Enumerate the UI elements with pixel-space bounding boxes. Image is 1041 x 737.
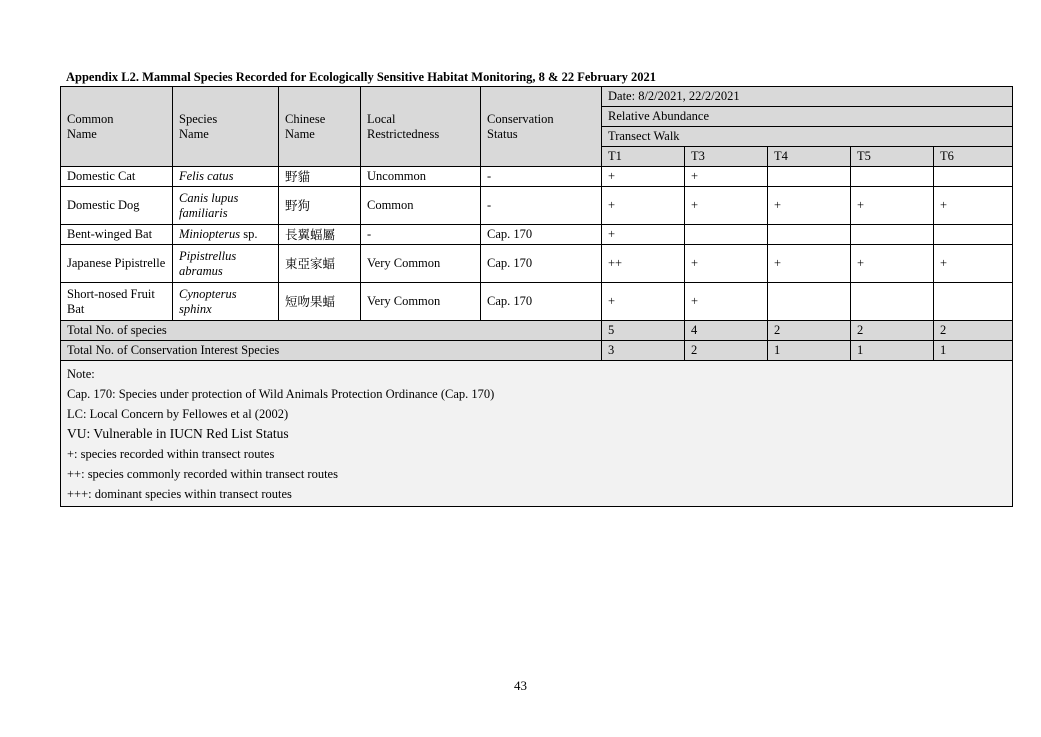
- header-transect-t1: T1: [602, 147, 685, 167]
- table-row: [61, 225, 1013, 245]
- header-chinese-name: Chinese Name: [279, 87, 361, 167]
- header-transect-t3: T3: [685, 147, 768, 167]
- total-species-t5: 2: [851, 321, 934, 341]
- species-name: Miniopterus: [179, 227, 241, 241]
- header-species-name: Species Name: [173, 87, 279, 167]
- species-name-cell: [173, 245, 279, 283]
- page-number: 43: [514, 678, 527, 693]
- t4-cell: [768, 225, 851, 245]
- header-transect-t4: T4: [768, 147, 851, 167]
- t6-cell: [934, 225, 1013, 245]
- t3-cell: [685, 225, 768, 245]
- header-common-name: Common Name: [61, 87, 173, 167]
- species-name-cell: [173, 167, 279, 187]
- notes-row: [61, 361, 1013, 507]
- table-row: [61, 187, 1013, 225]
- note-line: Cap. 170: Species under protection of Wild Animals Protection Ordinance (Cap. 170): [67, 387, 495, 401]
- table-row: [61, 283, 1013, 321]
- common-name-cell: Short-nosed Fruit Bat: [61, 283, 173, 321]
- total-species-t4: 2: [768, 321, 851, 341]
- note-line: VU: Vulnerable in IUCN Red List Status: [67, 426, 289, 441]
- t6-cell: [934, 167, 1013, 187]
- restrictedness-cell: Very Common: [361, 245, 481, 283]
- t4-cell: +: [768, 245, 851, 283]
- status-cell: -: [481, 167, 602, 187]
- genus-suffix: sp.: [240, 227, 258, 241]
- header-transect-t6: T6: [934, 147, 1013, 167]
- total-conservation-t6: 1: [934, 341, 1013, 361]
- total-conservation-t5: 1: [851, 341, 934, 361]
- t5-cell: [851, 225, 934, 245]
- chinese-name-cell: 東亞家蝠: [279, 245, 361, 283]
- t5-cell: [851, 167, 934, 187]
- t1-cell: +: [602, 283, 685, 321]
- table-row: [61, 167, 1013, 187]
- t5-cell: [851, 283, 934, 321]
- chinese-name-cell: 長翼蝠屬: [279, 225, 361, 245]
- total-species-t1: 5: [602, 321, 685, 341]
- restrictedness-cell: -: [361, 225, 481, 245]
- mammal-species-table: [60, 86, 1013, 507]
- total-species-t6: 2: [934, 321, 1013, 341]
- t1-cell: +: [602, 187, 685, 225]
- species-name: Felis catus: [179, 169, 234, 183]
- total-conservation-t4: 1: [768, 341, 851, 361]
- total-conservation-t3: 2: [685, 341, 768, 361]
- t6-cell: +: [934, 245, 1013, 283]
- t5-cell: +: [851, 187, 934, 225]
- notes-title: Note:: [67, 367, 95, 381]
- header-conservation-status: Conservation Status: [481, 87, 602, 167]
- note-line: LC: Local Concern by Fellowes et al (2002): [67, 407, 289, 421]
- species-name-cell: [173, 187, 279, 225]
- chinese-name-cell: 野貓: [279, 167, 361, 187]
- common-name-cell: Domestic Cat: [61, 167, 173, 187]
- total-conservation-row: [61, 341, 1013, 361]
- t1-cell: +: [602, 225, 685, 245]
- total-species-row: [61, 321, 1013, 341]
- t3-cell: +: [685, 283, 768, 321]
- t4-cell: [768, 167, 851, 187]
- t4-cell: [768, 283, 851, 321]
- chinese-name-cell: 短吻果蝠: [279, 283, 361, 321]
- t1-cell: +: [602, 167, 685, 187]
- note-line: +: species recorded within transect routes: [67, 447, 275, 461]
- t1-cell: ++: [602, 245, 685, 283]
- note-line: ++: species commonly recorded within transect routes: [67, 467, 338, 481]
- total-species-label: Total No. of species: [61, 321, 602, 341]
- header-local-restrictedness: Local Restrictedness: [361, 87, 481, 167]
- species-name-cell: [173, 283, 279, 321]
- t5-cell: +: [851, 245, 934, 283]
- t6-cell: +: [934, 187, 1013, 225]
- header-transect-walk: Transect Walk: [602, 127, 1013, 147]
- species-name-cell: [173, 225, 279, 245]
- restrictedness-cell: Common: [361, 187, 481, 225]
- status-cell: Cap. 170: [481, 225, 602, 245]
- restrictedness-cell: Uncommon: [361, 167, 481, 187]
- common-name-cell: Domestic Dog: [61, 187, 173, 225]
- header-transect-t5: T5: [851, 147, 934, 167]
- header-relative-abundance: Relative Abundance: [602, 107, 1013, 127]
- t6-cell: [934, 283, 1013, 321]
- header-date: Date: 8/2/2021, 22/2/2021: [602, 87, 1013, 107]
- t3-cell: +: [685, 245, 768, 283]
- total-conservation-t1: 3: [602, 341, 685, 361]
- common-name-cell: Japanese Pipistrelle: [61, 245, 173, 283]
- table-row: [61, 245, 1013, 283]
- status-cell: Cap. 170: [481, 283, 602, 321]
- status-cell: Cap. 170: [481, 245, 602, 283]
- common-name-cell: Bent-winged Bat: [61, 225, 173, 245]
- species-name: Cynopterus sphinx: [179, 286, 237, 316]
- total-species-t3: 4: [685, 321, 768, 341]
- t3-cell: +: [685, 187, 768, 225]
- species-name: Pipistrellus abramus: [179, 248, 237, 278]
- status-cell: -: [481, 187, 602, 225]
- t4-cell: +: [768, 187, 851, 225]
- notes-cell: [61, 361, 1013, 507]
- table-caption: Appendix L2. Mammal Species Recorded for Ecologically Sensitive Habitat Monitoring, 8 & 22 February 2021: [66, 70, 657, 84]
- species-name: Canis lupus familiaris: [179, 190, 239, 220]
- chinese-name-cell: 野狗: [279, 187, 361, 225]
- restrictedness-cell: Very Common: [361, 283, 481, 321]
- t3-cell: +: [685, 167, 768, 187]
- total-conservation-label: Total No. of Conservation Interest Species: [61, 341, 602, 361]
- note-line: +++: dominant species within transect routes: [67, 487, 292, 501]
